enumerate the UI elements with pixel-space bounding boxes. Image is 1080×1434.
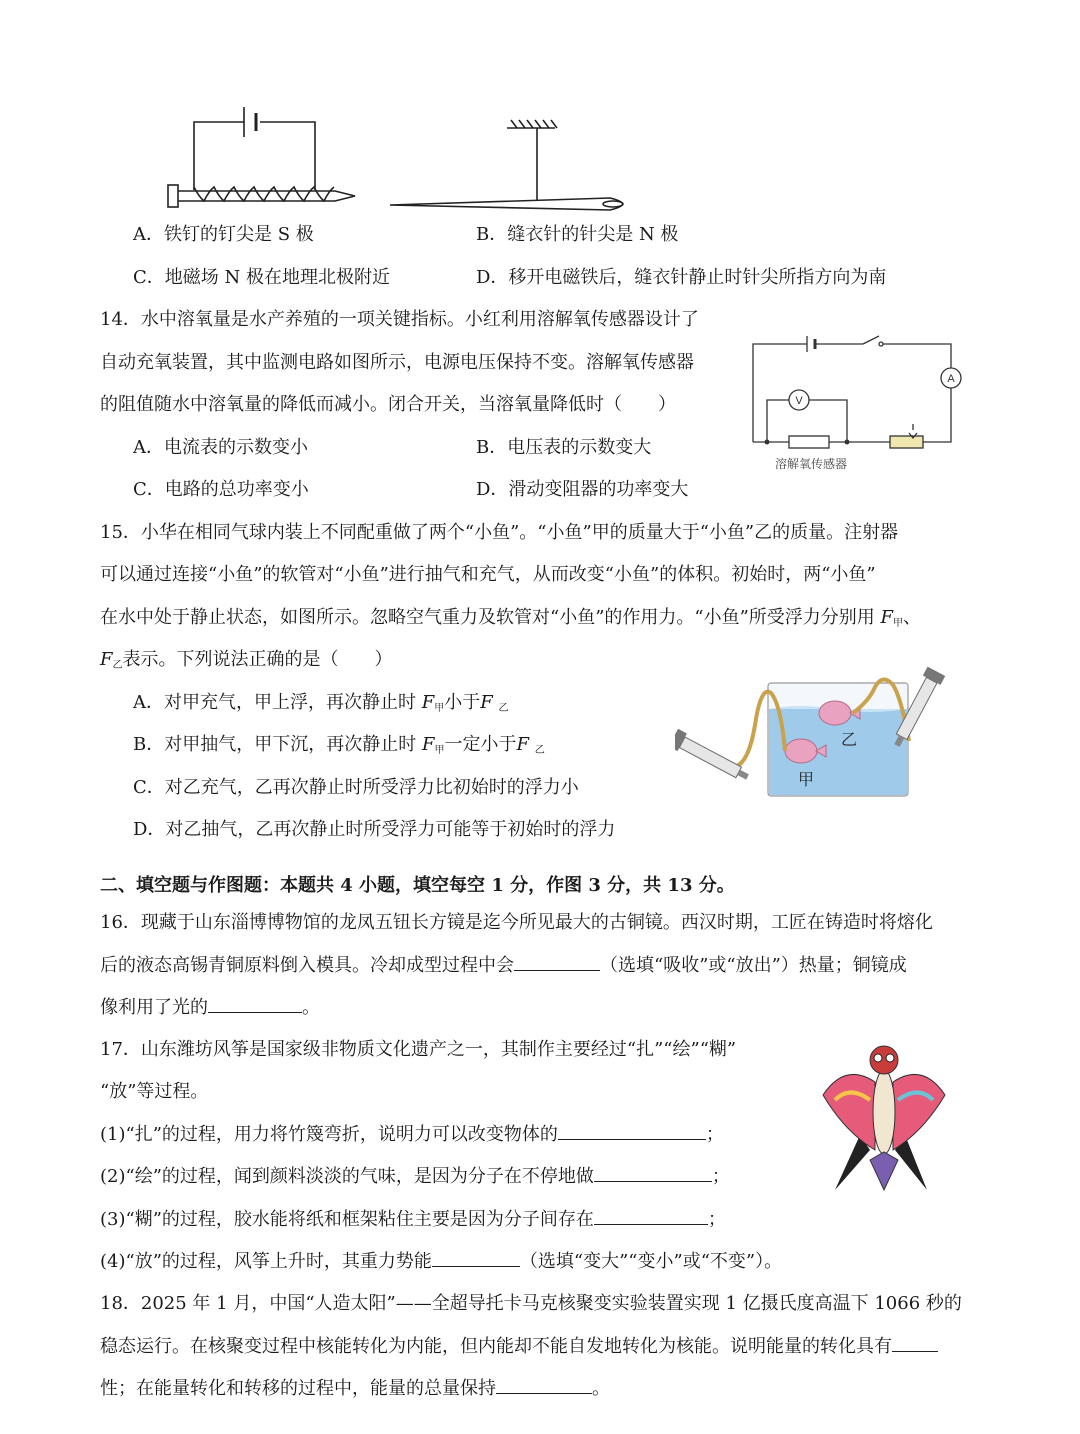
q14-line-3: 的阻值随水中溶氧量的降低而减小。闭合开关，当溶氧量降低时（ ） [100, 394, 676, 415]
q16-line-3: 像利用了光的 。 [100, 994, 320, 1021]
nail-electromagnet-figure [160, 95, 360, 215]
q14-line-2: 自动充氧装置，其中监测电路如图所示，电源电压保持不变。溶解氧传感器 [100, 352, 694, 373]
q15-fish-tank-figure [675, 665, 965, 805]
q15-option-d: D．对乙抽气，乙再次静止时所受浮力可能等于初始时的浮力 [133, 819, 616, 840]
q13-option-d: D．移开电磁铁后，缝衣针静止时针尖所指方向为南 [476, 267, 887, 288]
q18-blank-1[interactable] [892, 1333, 938, 1352]
q17-sub-2: (2)“绘”的过程，闻到颜料淡淡的气味，是因为分子在不停地做 ； [100, 1163, 730, 1190]
q17-line-2: “放”等过程。 [100, 1081, 209, 1102]
q16-blank-2[interactable] [208, 994, 302, 1013]
q18-line-3: 性；在能量转化和转移的过程中，能量的总量保持 。 [100, 1375, 610, 1402]
q18-blank-2[interactable] [496, 1375, 592, 1394]
section-2-heading: 二、填空题与作图题：本题共 4 小题，填空每空 1 分，作图 3 分，共 13 分。 [100, 875, 735, 896]
kite-image [815, 1040, 965, 1200]
q16-blank-1[interactable] [514, 952, 600, 971]
fish-yi-label: 乙 [841, 730, 858, 749]
ammeter-symbol: A [947, 373, 955, 385]
q18-line-1: 18．2025 年 1 月，中国“人造太阳”——全超导托卡马克核聚变实验装置实现 1 亿摄氏度高温下 1066 秒的 [100, 1293, 962, 1314]
sewing-needle-figure [385, 118, 645, 218]
q14-option-d: D．滑动变阻器的功率变大 [476, 479, 689, 500]
q17-blank-2[interactable] [594, 1163, 712, 1182]
q17-blank-3[interactable] [594, 1206, 708, 1225]
q14-line-1: 14．水中溶氧量是水产养殖的一项关键指标。小红利用溶解氧传感器设计了 [100, 309, 699, 330]
q14-option-b: B．电压表的示数变大 [476, 437, 652, 458]
q14-option-c: C．电路的总功率变小 [133, 479, 309, 500]
q17-sub-3: (3)“糊”的过程，胶水能将纸和框架粘住主要是因为分子间存在 ； [100, 1206, 726, 1233]
q15-line-1: 15．小华在相同气球内装上不同配重做了两个“小鱼”。“小鱼”甲的质量大于“小鱼”乙的质量。注射器 [100, 522, 899, 543]
q13-option-c: C．地磁场 N 极在地理北极附近 [133, 267, 390, 288]
q16-line-2: 后的液态高锡青铜原料倒入模具。冷却成型过程中会 （选填“吸收”或“放出”）热量；铜镜成 [100, 952, 907, 979]
q18-line-2: 稳态运行。在核聚变过程中核能转化为内能，但内能却不能自发地转化为核能。说明能量的转化具有 [100, 1333, 938, 1360]
q17-blank-1[interactable] [558, 1121, 706, 1140]
q14-circuit-diagram [745, 330, 975, 480]
q17-line-1: 17．山东潍坊风筝是国家级非物质文化遗产之一，其制作主要经过“扎”“绘”“糊” [100, 1039, 737, 1060]
voltmeter-symbol: V [795, 395, 803, 407]
q14-option-a: A．电流表的示数变小 [133, 437, 308, 458]
q15-line-2: 可以通过连接“小鱼”的软管对“小鱼”进行抽气和充气，从而改变“小鱼”的体积。初始时，两“小鱼” [100, 564, 876, 585]
q15-option-c: C．对乙充气，乙再次静止时所受浮力比初始时的浮力小 [133, 777, 579, 798]
q17-sub-1: (1)“扎”的过程，用力将竹篾弯折，说明力可以改变物体的 ； [100, 1121, 724, 1148]
q15-line-4: $F_乙$表示。下列说法正确的是（ ） [100, 649, 393, 671]
q17-sub-4: (4)“放”的过程，风筝上升时，其重力势能 （选填“变大”“变小”或“不变”）。 [100, 1248, 782, 1275]
q15-line-3: 在水中处于静止状态，如图所示。忽略空气重力及软管对“小鱼”的作用力。“小鱼”所受浮力分别用 $F_甲$、 [100, 607, 922, 629]
q15-option-b: B．对甲抽气，甲下沉，再次静止时 $F_甲$一定小于F $_乙$ [133, 734, 545, 756]
sensor-caption: 溶解氧传感器 [775, 457, 848, 471]
q13-option-b: B．缝衣针的针尖是 N 极 [476, 224, 679, 245]
q17-blank-4[interactable] [432, 1248, 520, 1267]
fish-jia-label: 甲 [798, 770, 815, 789]
q15-option-a: A．对甲充气，甲上浮，再次静止时 $F_甲$小于F $_乙$ [133, 692, 509, 714]
q13-option-a: A．铁钉的钉尖是 S 极 [133, 224, 314, 245]
q16-line-1: 16．现藏于山东淄博博物馆的龙凤五钮长方镜是迄今所见最大的古铜镜。西汉时期，工匠在铸造时将熔化 [100, 912, 933, 933]
